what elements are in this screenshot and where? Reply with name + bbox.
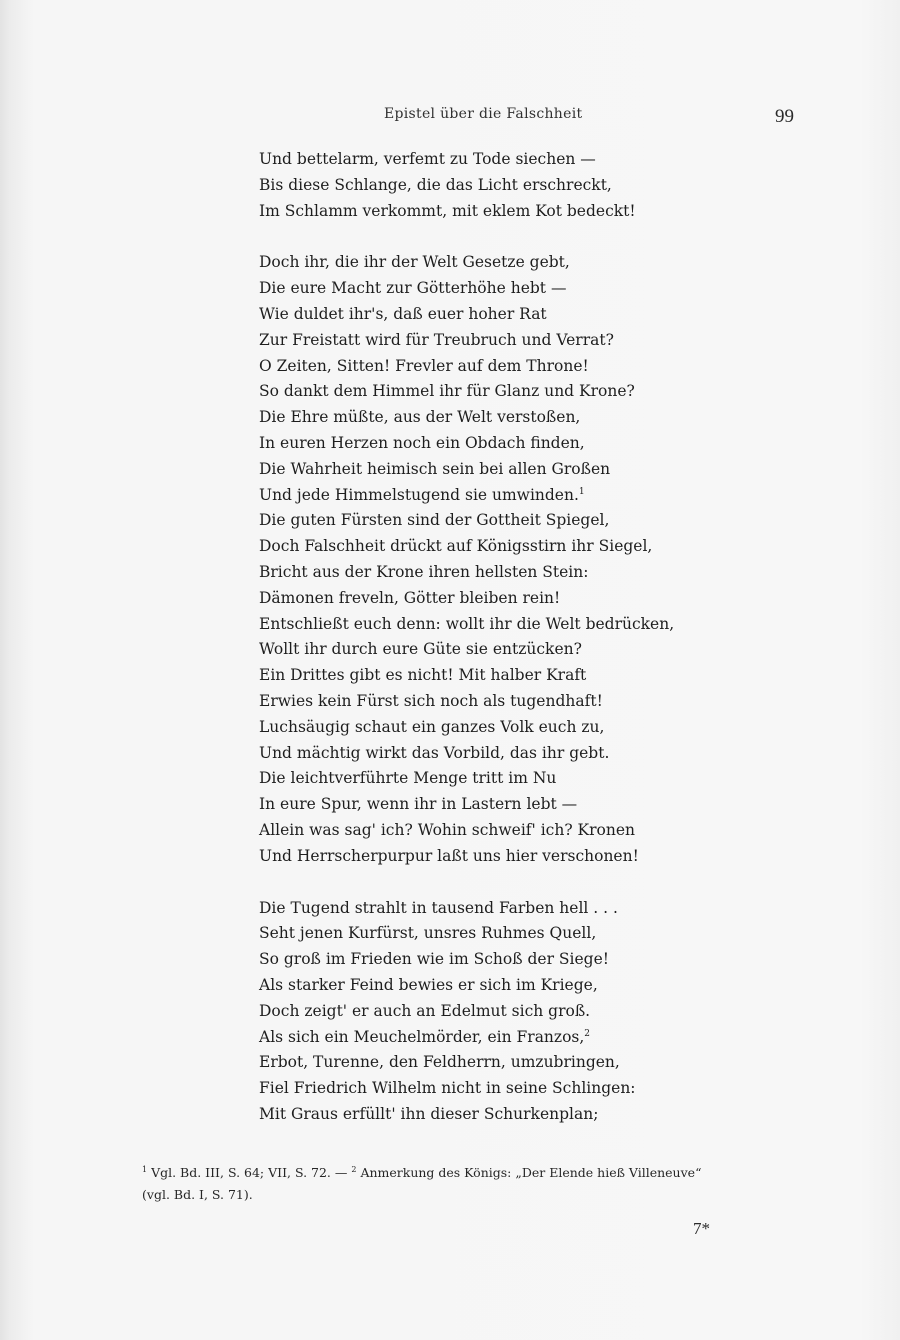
footnote-text-1: Vgl. Bd. III, S. 64; VII, S. 72. — <box>151 1165 348 1180</box>
verse-line: Und Herrscherpurpur laßt uns hier verschonen! <box>259 846 639 865</box>
verse-text: Und jede Himmelstugend sie umwinden. <box>259 485 579 504</box>
poem-body <box>259 147 699 1128</box>
verse-line: Wie duldet ihr's, daß euer hoher Rat <box>259 304 547 323</box>
verse-line: Die Wahrheit heimisch sein bei allen Großen <box>259 459 611 478</box>
stanza-1 <box>259 147 699 224</box>
footnote-text-2: Anmerkung des Königs: „Der Elende hieß Villeneuve“ <box>360 1165 702 1180</box>
verse-line: Bis diese Schlange, die das Licht erschreckt, <box>259 175 612 194</box>
verse-text: Als sich ein Meuchelmörder, ein Franzos, <box>259 1027 585 1046</box>
verse-line: Die Ehre müßte, aus der Welt verstoßen, <box>259 408 581 427</box>
verse-line: Doch ihr, die ihr der Welt Gesetze gebt, <box>259 253 570 272</box>
running-title: Epistel über die Falschheit <box>384 106 583 122</box>
verse-line-with-footnote <box>259 1025 699 1051</box>
footnote-line-1 <box>142 1162 822 1184</box>
verse-line: So groß im Frieden wie im Schoß der Siege! <box>259 950 610 969</box>
verse-line-with-footnote <box>259 483 699 509</box>
verse-line: In eure Spur, wenn ihr in Lastern lebt — <box>259 795 578 814</box>
footnote-line-2: (vgl. Bd. I, S. 71). <box>142 1187 253 1202</box>
verse-line: Die guten Fürsten sind der Gottheit Spiegel, <box>259 511 610 530</box>
verse-line: Entschließt euch denn: wollt ihr die Welt bedrücken, <box>259 614 675 633</box>
verse-line: Luchsäugig schaut ein ganzes Volk euch zu, <box>259 717 605 736</box>
verse-line: Erbot, Turenne, den Feldherrn, umzubringen, <box>259 1053 620 1072</box>
footnote-ref-2: 2 <box>584 1028 591 1039</box>
verse-line: Ein Drittes gibt es nicht! Mit halber Kraft <box>259 666 587 685</box>
verse-line: Und mächtig wirkt das Vorbild, das ihr gebt. <box>259 743 610 762</box>
signature-mark: 7* <box>693 1219 710 1238</box>
verse-line: Zur Freistatt wird für Treubruch und Verrat? <box>259 330 614 349</box>
verse-line: Erwies kein Fürst sich noch als tugendhaft! <box>259 691 603 710</box>
verse-line: So dankt dem Himmel ihr für Glanz und Krone? <box>259 382 635 401</box>
verse-line: In euren Herzen noch ein Obdach finden, <box>259 433 585 452</box>
verse-line: Im Schlamm verkommt, mit eklem Kot bedeckt! <box>259 201 636 220</box>
verse-line: Seht jenen Kurfürst, unsres Ruhmes Quell, <box>259 924 597 943</box>
verse-line: Fiel Friedrich Wilhelm nicht in seine Schlingen: <box>259 1079 636 1098</box>
footnote-mark-2: 2 <box>351 1165 357 1174</box>
verse-line: Doch Falschheit drückt auf Königsstirn ihr Siegel, <box>259 537 653 556</box>
verse-line: O Zeiten, Sitten! Frevler auf dem Throne! <box>259 356 589 375</box>
verse-line: Die Tugend strahlt in tausend Farben hell . . . <box>259 898 618 917</box>
verse-line: Und bettelarm, verfemt zu Tode siechen — <box>259 150 596 168</box>
stanza-2 <box>259 250 699 869</box>
verse-line: Dämonen freveln, Götter bleiben rein! <box>259 588 561 607</box>
verse-line: Die leichtverführte Menge tritt im Nu <box>259 769 557 788</box>
footnotes <box>142 1162 822 1206</box>
verse-line: Mit Graus erfüllt' ihn dieser Schurkenplan; <box>259 1104 599 1123</box>
verse-line: Wollt ihr durch eure Güte sie entzücken? <box>259 640 582 659</box>
verse-line: Die eure Macht zur Götterhöhe hebt — <box>259 279 567 298</box>
verse-line: Bricht aus der Krone ihren hellsten Stein: <box>259 562 589 581</box>
footnote-ref-1: 1 <box>578 486 585 497</box>
verse-line: Allein was sag' ich? Wohin schweif' ich? Kronen <box>259 820 636 839</box>
running-head <box>0 106 900 130</box>
verse-line: Doch zeigt' er auch an Edelmut sich groß. <box>259 1001 591 1020</box>
stanza-3 <box>259 896 699 1128</box>
verse-line: Als starker Feind bewies er sich im Kriege, <box>259 975 598 994</box>
footnote-mark-1: 1 <box>142 1165 148 1174</box>
page-number: 99 <box>775 106 794 127</box>
